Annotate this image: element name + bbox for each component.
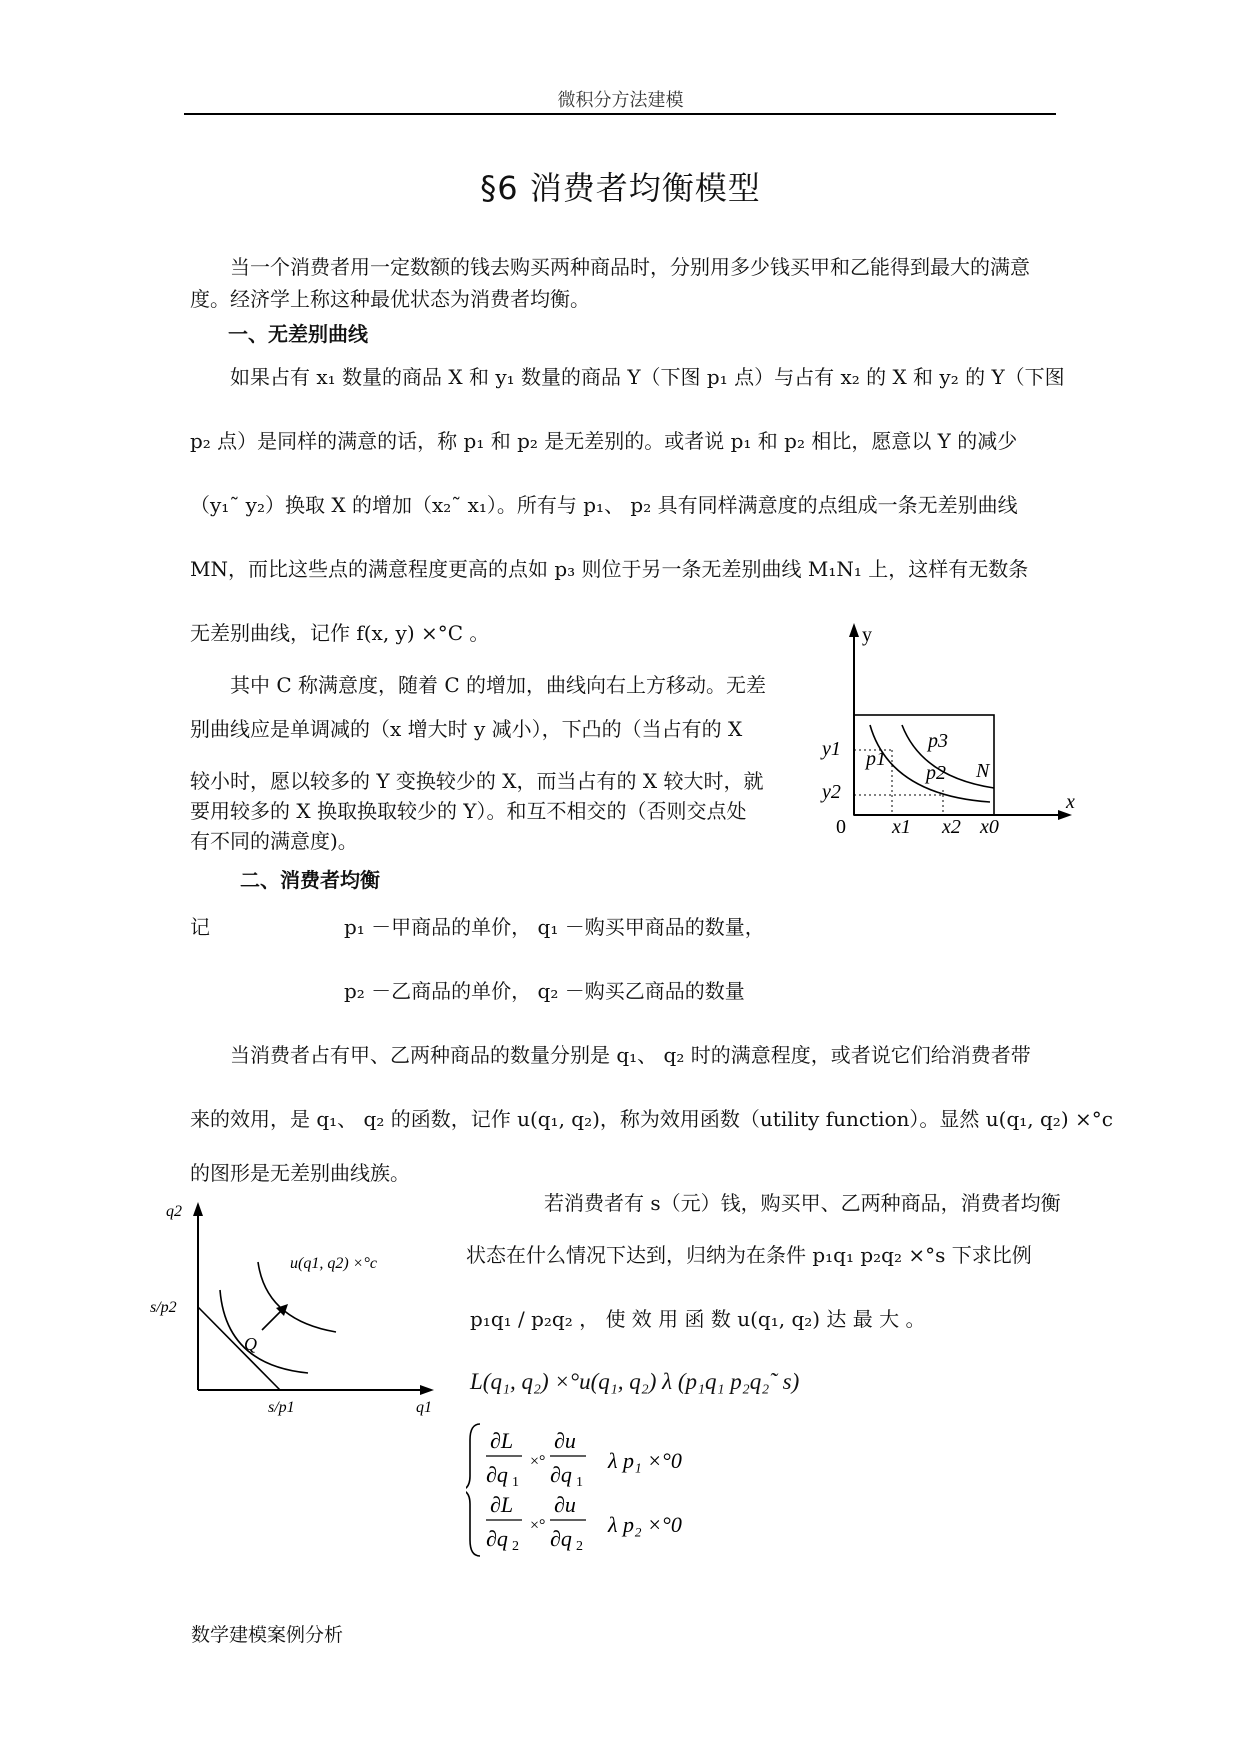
svg-text:×°: ×° — [530, 1453, 546, 1470]
svg-text:∂q: ∂q — [550, 1462, 572, 1487]
fig1-x2-label: x2 — [942, 816, 961, 838]
s1-p2-line-2: 别曲线应是单调减的（x 增大时 y 减小），下凸的（当占有的 X — [190, 717, 743, 741]
fig1-x-axis-label: x — [1066, 791, 1075, 813]
svg-text:∂L: ∂L — [490, 1492, 514, 1517]
fig2-s-over-p2-label: s/p2 — [150, 1299, 177, 1316]
svg-text:∂L: ∂L — [490, 1428, 514, 1453]
s1-line-1: 如果占有 x₁ 数量的商品 X 和 y₁ 数量的商品 Y（下图 p₁ 点）与占有 x₂ 的 X 和 y₂ 的 Y（下图 — [230, 365, 1065, 389]
intro-line-2: 度。经济学上称这种最优状态为消费者均衡。 — [190, 287, 590, 311]
svg-text:1: 1 — [512, 1475, 519, 1490]
eq1-tail: λ p₁ ×°0 — [608, 1448, 682, 1473]
intro-line-1: 当一个消费者用一定数额的钱去购买两种商品时，分别用多少钱买甲和乙能得到最大的满意 — [230, 255, 1030, 279]
consumer-equilibrium-figure — [140, 1190, 450, 1420]
svg-text:∂q: ∂q — [486, 1526, 508, 1551]
indifference-curve-figure — [800, 615, 1100, 845]
svg-text:×°: ×° — [530, 1517, 546, 1534]
s1-p2-line-4: 要用较多的 X 换取换取较少的 Y）。和互不相交的（否则交点处 — [190, 799, 747, 823]
budget-line-2: 状态在什么情况下达到，归纳为在条件 p₁q₁ p₂q₂ ×°s 下求比例 — [466, 1243, 1032, 1267]
running-footer: 数学建模案例分析 — [191, 1624, 344, 1646]
svg-text:∂q: ∂q — [550, 1526, 572, 1551]
fig1-p1-label: p1 — [866, 748, 886, 770]
ji-label: 记 — [190, 915, 210, 939]
s1-line-5: 无差别曲线，记作 f(x, y) ×°C 。 — [190, 621, 490, 645]
fig2-q1-label: q1 — [416, 1399, 432, 1416]
fig1-x1-label: x1 — [892, 816, 911, 838]
svg-text:∂q: ∂q — [486, 1462, 508, 1487]
s1-p2-line-5: 有不同的满意度)。 — [190, 829, 358, 853]
fig2-q2-label: q2 — [166, 1203, 182, 1220]
utility-line-3: 的图形是无差别曲线族。 — [190, 1161, 410, 1185]
definition-line-1: p₁ －甲商品的单价， q₁ －购买甲商品的数量， — [344, 915, 765, 939]
definition-line-2: p₂ －乙商品的单价， q₂ －购买乙商品的数量 — [344, 979, 745, 1003]
fig1-x0-label: x0 — [980, 816, 999, 838]
page-title: §6 消费者均衡模型 — [480, 169, 761, 207]
fig1-y2-label: y2 — [822, 781, 841, 803]
fig2-Q-label: Q — [244, 1334, 257, 1354]
fig1-y-axis-label: y — [862, 624, 872, 646]
s1-line-3: （y₁˜ y₂）换取 X 的增加（x₂˜ x₁）。所有与 p₁、 p₂ 具有同样满意度的点组成一条无差别曲线 — [190, 493, 1018, 517]
fig2-curve-label: u(q1, q2) ×°c — [290, 1255, 377, 1272]
fig1-p3-label: p3 — [928, 730, 948, 752]
lagrangian: L(q₁, q₂) ×°u(q₁, q₂) λ (p₁q₁ p₂q₂˜ s) — [470, 1369, 800, 1394]
section-heading-1: 一、无差别曲线 — [228, 322, 368, 346]
fig1-origin-label: 0 — [836, 816, 846, 838]
partial-derivative-system — [466, 1420, 726, 1560]
running-header: 微积分方法建模 — [557, 90, 684, 111]
svg-text:1: 1 — [576, 1475, 583, 1490]
fig1-N-label: N — [976, 760, 990, 782]
budget-line-3: p₁q₁ / p₂q₂ ， 使 效 用 函 数 u(q₁, q₂) 达 最 大 。 — [470, 1307, 926, 1331]
s1-line-2: p₂ 点）是同样的满意的话，称 p₁ 和 p₂ 是无差别的。或者说 p₁ 和 p₂ 相比，愿意以 Y 的减少 — [190, 429, 1018, 453]
eq2-tail: λ p₂ ×°0 — [608, 1512, 682, 1537]
header-rule — [184, 113, 1056, 115]
fig1-p2-label: p2 — [926, 762, 946, 784]
svg-text:∂u: ∂u — [554, 1492, 576, 1517]
svg-text:2: 2 — [576, 1539, 583, 1554]
fig1-y1-label: y1 — [822, 738, 841, 760]
s1-p2-line-1: 其中 C 称满意度，随着 C 的增加，曲线向右上方移动。无差 — [230, 673, 767, 697]
utility-line-2: 来的效用，是 q₁、 q₂ 的函数，记作 u(q₁, q₂)，称为效用函数（utility function）。显然 u(q₁, q₂) ×°c — [190, 1107, 1113, 1131]
s1-p2-line-3: 较小时，愿以较多的 Y 变换较少的 X，而当占有的 X 较大时，就 — [190, 769, 764, 793]
budget-line-1: 若消费者有 s（元）钱，购买甲、乙两种商品，消费者均衡 — [544, 1191, 1061, 1215]
svg-text:2: 2 — [512, 1539, 519, 1554]
section-heading-2: 二、消费者均衡 — [240, 868, 380, 892]
utility-line-1: 当消费者占有甲、乙两种商品的数量分别是 q₁、 q₂ 时的满意程度，或者说它们给消费者带 — [230, 1043, 1031, 1067]
fig2-s-over-p1-label: s/p1 — [268, 1399, 295, 1416]
s1-line-4: MN，而比这些点的满意程度更高的点如 p₃ 则位于另一条无差别曲线 M₁N₁ 上，这样有无数条 — [190, 557, 1029, 581]
svg-text:∂u: ∂u — [554, 1428, 576, 1453]
